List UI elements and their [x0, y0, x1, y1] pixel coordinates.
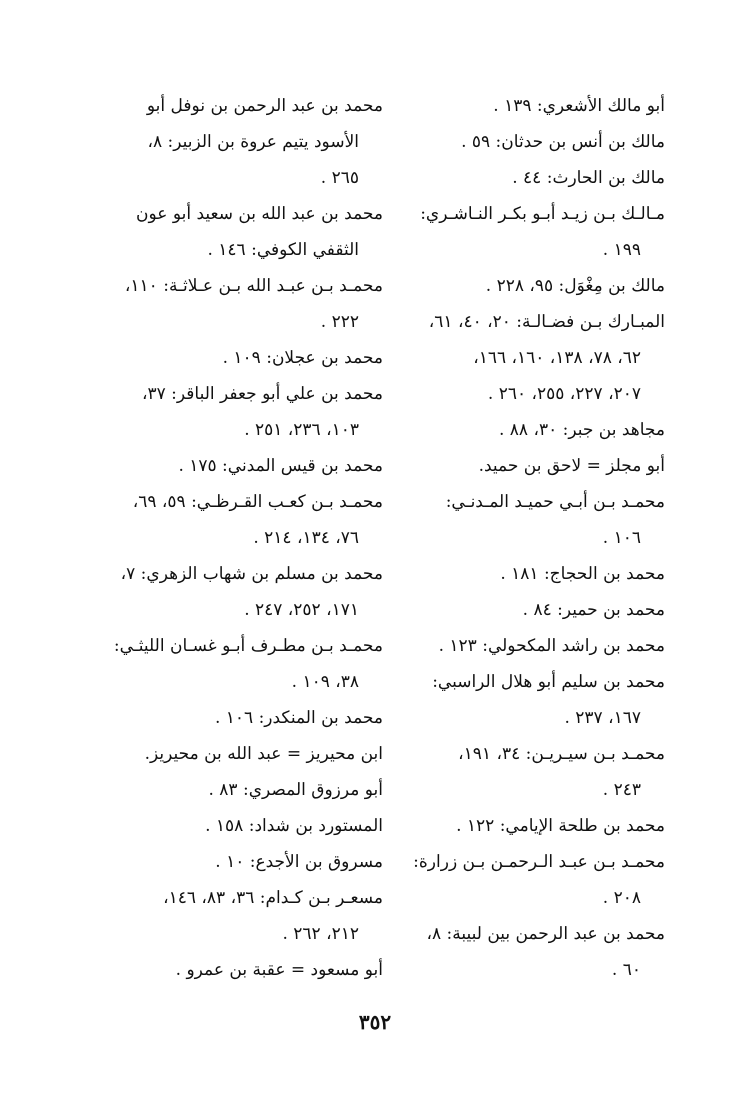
index-entry	[83, 736, 383, 772]
index-entry-heading: محمـد بـن عبـد الـرحمـن بـن زرارة:	[413, 852, 665, 872]
index-entry-heading: محمد بن سليم أبو هلال الراسبي:	[432, 672, 665, 692]
index-entry	[365, 304, 665, 412]
index-entry-heading: مـالـك بـن زيـد أبـو بكـر النـاشـري:	[420, 204, 665, 224]
index-entry-heading: محمد بن الحجاج: ١٨١ .	[500, 564, 665, 584]
index-entry-heading: المستورد بن شداد: ١٥٨ .	[205, 816, 383, 836]
index-entry	[365, 268, 665, 304]
index-entry	[365, 556, 665, 592]
index-entry	[83, 880, 383, 952]
index-entry-heading: محمد بن حمير: ٨٤ .	[522, 600, 665, 620]
index-entry-heading: ابن محيريز = عبد الله بن محيريز.	[144, 744, 383, 764]
index-entry	[365, 124, 665, 160]
index-entry-heading: محمد بن راشد المكحولي: ١٢٣ .	[438, 636, 665, 656]
index-entry	[365, 448, 665, 484]
index-entry	[83, 772, 383, 808]
index-entry	[83, 700, 383, 736]
index-entry-continuation: ١٠٣، ٢٣٦، ٢٥١ .	[244, 420, 359, 440]
index-entry-heading: محمد بن عبد الرحمن بن نوفل أبو	[146, 96, 383, 116]
index-entry-continuation: ١٠٦ .	[602, 528, 641, 548]
index-entry-heading: مسروق بن الأجدع: ١٠ .	[215, 852, 383, 872]
index-entry	[83, 556, 383, 628]
page-number: ٣٥٢	[358, 1010, 392, 1034]
index-entry-continuation: ٢٦٥ .	[320, 168, 359, 188]
index-entry-heading: محمـد بـن كعـب القـرظـي: ٥٩، ٦٩،	[132, 492, 383, 512]
index-entry-heading: محمد بن عبد الله بن سعيد أبو عون	[136, 204, 383, 224]
index-entry	[83, 628, 383, 700]
index-entry-heading: مسعـر بـن كـدام: ٣٦، ٨٣، ١٤٦،	[163, 888, 383, 908]
index-entry	[83, 196, 383, 268]
index-entry	[365, 664, 665, 736]
index-entry-continuation: ٦٢، ٧٨، ١٣٨، ١٦٠، ١٦٦،	[473, 348, 641, 368]
index-entry	[365, 844, 665, 916]
index-entry	[83, 844, 383, 880]
index-entry	[83, 448, 383, 484]
index-entry-continuation: ٢٢٢ .	[320, 312, 359, 332]
index-entry-heading: أبو مالك الأشعري: ١٣٩ .	[493, 96, 665, 116]
index-entry-heading: محمـد بـن عبـد الله بـن عـلاثـة: ١١٠،	[124, 276, 383, 296]
index-entry-continuation: ٢١٢، ٢٦٢ .	[282, 924, 359, 944]
index-entry	[365, 808, 665, 844]
index-entry-heading: المبـارك بـن فضـالـة: ٢٠، ٤٠، ٦١،	[428, 312, 665, 332]
index-entry	[365, 484, 665, 556]
index-entry-continuation: ١٩٩ .	[602, 240, 641, 260]
index-entry-heading: أبو مرزوق المصري: ٨٣ .	[208, 780, 383, 800]
index-entry-heading: محمد بن طلحة الإيامي: ١٢٢ .	[456, 816, 665, 836]
index-entry-heading: مجاهد بن جبر: ٣٠، ٨٨ .	[498, 420, 665, 440]
index-entry	[83, 268, 383, 340]
index-entry	[365, 88, 665, 124]
index-entry-heading: مالك بن الحارث: ٤٤ .	[512, 168, 665, 188]
index-entry-heading: محمـد بـن سيـريـن: ٣٤، ١٩١،	[458, 744, 665, 764]
index-entry	[365, 916, 665, 988]
index-entry-continuation: ٢٠٧، ٢٢٧، ٢٥٥، ٢٦٠ .	[487, 384, 641, 404]
index-entry-heading: محمد بن المنكدر: ١٠٦ .	[214, 708, 383, 728]
index-entry	[365, 412, 665, 448]
index-entry	[365, 196, 665, 268]
index-entry-heading: مالك بن مِغْوَل: ٩٥، ٢٢٨ .	[485, 276, 665, 296]
index-entry-heading: محمد بن مسلم بن شهاب الزهري: ٧،	[120, 564, 383, 584]
index-entry-heading: محمـد بـن أبـي حميـد المـدنـي:	[445, 492, 665, 512]
index-entry	[83, 808, 383, 844]
index-entry-continuation: ٣٨، ١٠٩ .	[291, 672, 359, 692]
index-entry-heading: محمد بن قيس المدني: ١٧٥ .	[178, 456, 383, 476]
index-entry-continuation: الثقفي الكوفي: ١٤٦ .	[207, 240, 359, 260]
index-entry	[83, 340, 383, 376]
index-entry	[365, 736, 665, 808]
index-entry-continuation: ١٦٧، ٢٣٧ .	[564, 708, 641, 728]
index-column-right	[365, 88, 665, 988]
index-entry-heading: أبو مجلز = لاحق بن حميد.	[478, 456, 665, 476]
index-entry-continuation: ١٧١، ٢٥٢، ٢٤٧ .	[244, 600, 359, 620]
index-entry-heading: محمد بن عبد الرحمن بين لبيبة: ٨،	[426, 924, 665, 944]
index-entry-continuation: الأسود يتيم عروة بن الزبير: ٨،	[147, 132, 359, 152]
index-entry-continuation: ٦٠ .	[611, 960, 641, 980]
index-entry	[365, 628, 665, 664]
index-entry	[83, 376, 383, 448]
index-entry-continuation: ٢٤٣ .	[602, 780, 641, 800]
index-entry-heading: محمـد بـن مطـرف أبـو غسـان الليثـي:	[113, 636, 383, 656]
index-entry	[365, 160, 665, 196]
index-entry-continuation: ٢٠٨ .	[602, 888, 641, 908]
index-column-left	[83, 88, 383, 988]
index-entry	[365, 592, 665, 628]
index-entry	[83, 88, 383, 196]
index-entry-heading: محمد بن عجلان: ١٠٩ .	[222, 348, 383, 368]
index-entry	[83, 484, 383, 556]
index-entry	[83, 952, 383, 988]
index-entry-heading: أبو مسعود = عقبة بن عمرو .	[175, 960, 383, 980]
index-entry-continuation: ٧٦، ١٣٤، ٢١٤ .	[253, 528, 359, 548]
index-entry-heading: مالك بن أنس بن حدثان: ٥٩ .	[461, 132, 665, 152]
index-entry-heading: محمد بن علي أبو جعفر الباقر: ٣٧،	[141, 384, 383, 404]
